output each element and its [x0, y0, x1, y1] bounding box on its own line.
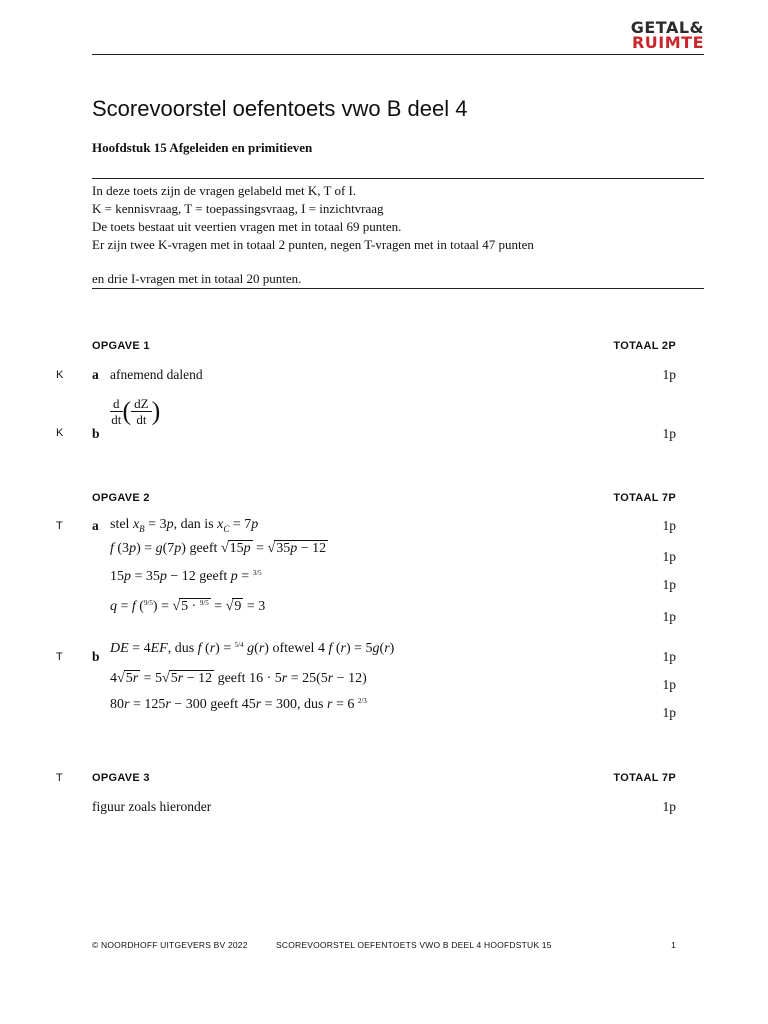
- formula-dt: dt: [111, 412, 122, 427]
- formula-d: d: [110, 396, 123, 412]
- formula-dt-2: dt: [136, 412, 147, 427]
- intro-line-5: en drie I-vragen met in totaal 20 punten.: [92, 271, 302, 286]
- brand-logo: [631, 20, 704, 50]
- page-number: 1: [671, 940, 676, 950]
- formula-step: DE = 4EF, dus f (r) = $^{5/4}$ g(r) oftewel 4 f (r) = 5g(r): [110, 641, 395, 656]
- formula-dZ: dZ: [131, 396, 151, 412]
- question-letter: a: [92, 518, 99, 533]
- formula-step: stel $x_B = 3p$, dan is $x_C = 7p$: [110, 517, 259, 534]
- points-label: 1p: [662, 577, 676, 592]
- question-type-label: K: [56, 369, 64, 381]
- formula-step: 80r = 125r − 300 geeft 45r = 300, dus r = 6 $^{2/3}$: [110, 697, 367, 712]
- intro-line-4: Er zijn twee K-vragen met in totaal 2 punten, negen T-vragen met in totaal 47 punten: [92, 237, 534, 252]
- logo-line-2: RUIMTE: [631, 33, 704, 52]
- opgave-1-total: TOTAAL 2P: [613, 340, 676, 352]
- points-label: 1p: [662, 799, 676, 814]
- page-title: Scorevoorstel oefentoets vwo B deel 4: [92, 96, 468, 121]
- intro-bottom-rule: [92, 288, 704, 289]
- points-label: 1p: [662, 677, 676, 692]
- points-label: 1p: [662, 518, 676, 533]
- answer-text: figuur zoals hieronder: [92, 799, 212, 814]
- opgave-3-total: TOTAAL 7P: [613, 772, 676, 784]
- points-label: 1p: [662, 367, 676, 382]
- question-type-label: K: [56, 427, 64, 439]
- header-divider: [92, 54, 704, 55]
- formula-step: q = f ($^{9/5}$) = √5 · $^{9/5}$ = √9 = 3: [110, 599, 266, 614]
- points-label: 1p: [662, 705, 676, 720]
- intro-line-3: De toets bestaat uit veertien vragen met in totaal 69 punten.: [92, 219, 402, 234]
- opgave-1-header: OPGAVE 1: [92, 340, 150, 352]
- question-letter: a: [92, 367, 99, 382]
- opgave-2-header: OPGAVE 2: [92, 492, 150, 504]
- formula-derivative: $\frac{d}{dt}$ ( $\frac{dZ}{dt}$ ): [111, 396, 161, 427]
- footer-document-title: SCOREVOORSTEL OEFENTOETS VWO B DEEL 4 HOOFDSTUK 15: [276, 940, 552, 950]
- logo-line-1: GETAL&: [630, 18, 704, 37]
- intro-top-rule: [92, 178, 704, 179]
- intro-line-1: In deze toets zijn de vragen gelabeld met K, T of I.: [92, 183, 357, 198]
- opgave-2-total: TOTAAL 7P: [613, 492, 676, 504]
- points-label: 1p: [662, 609, 676, 624]
- footer-copyright: © NOORDHOFF UITGEVERS BV 2022: [92, 940, 248, 950]
- chapter-subtitle: Hoofdstuk 15 Afgeleiden en primitieven: [92, 140, 313, 155]
- question-type-label: T: [56, 651, 63, 663]
- question-letter: b: [92, 649, 100, 664]
- question-letter: b: [92, 426, 100, 441]
- points-label: 1p: [662, 649, 676, 664]
- opgave-3-header: OPGAVE 3: [92, 772, 150, 784]
- intro-line-2: K = kennisvraag, T = toepassingsvraag, I = inzichtvraag: [92, 201, 384, 216]
- points-label: 1p: [662, 549, 676, 564]
- points-label: 1p: [662, 426, 676, 441]
- formula-step: 4√5r = 5√5r − 12 geeft 16 · 5r = 25(5r − 12): [110, 671, 367, 686]
- question-type-label: T: [56, 520, 63, 532]
- formula-step: f (3p) = g(7p) geeft √15p = √35p − 12: [110, 541, 327, 556]
- formula-step: 15p = 35p − 12 geeft p = $^{3/5}$: [110, 569, 262, 584]
- answer-text: afnemend dalend: [110, 367, 203, 382]
- question-type-label: T: [56, 772, 63, 784]
